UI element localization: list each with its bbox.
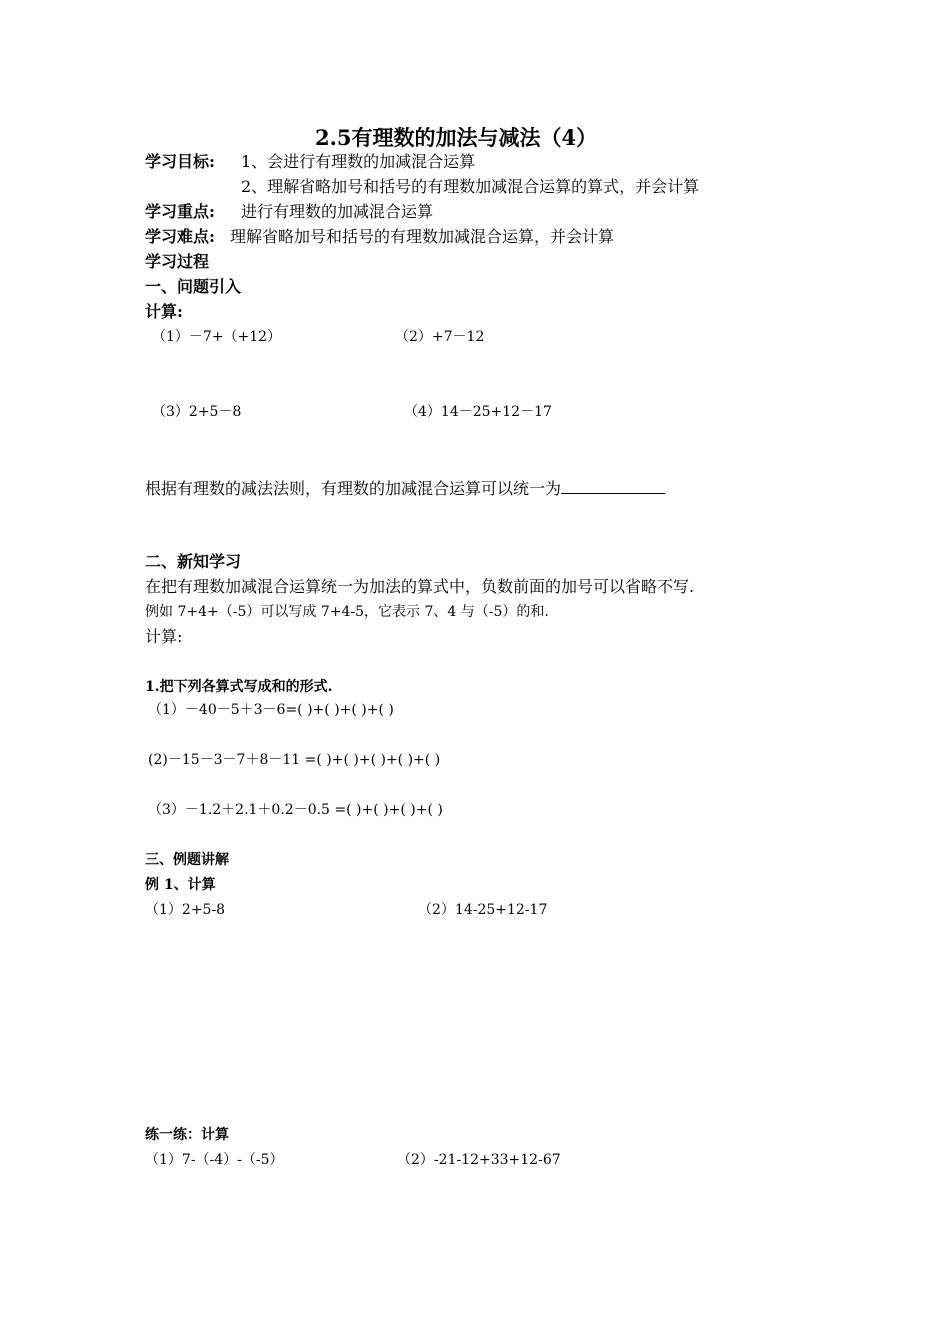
section2-line2: 例如 7+4+（-5）可以写成 7+4-5，它表示 7、4 与（-5）的和. [145,604,549,620]
section2-calc-label: 计算: [145,627,183,646]
question-1: （1）－7+（+12） [152,329,282,345]
section2-line1: 在把有理数加减混合运算统一为加法的算式中，负数前面的加号可以省略不写. [145,577,695,596]
example-problem-2: （2）14-25+12-17 [418,902,548,918]
difficulty-label: 学习难点: [145,227,215,246]
section1-heading: 一、问题引入 [145,277,242,296]
section2-task: 1.把下列各算式写成和的形式. [145,679,333,695]
practice-problem-2: （2）-21-12+33+12-67 [397,1152,561,1168]
question-3: （3）2+5－8 [152,404,242,420]
key-point-label: 学习重点: [145,202,215,221]
example-label: 例 1、计算 [145,877,216,893]
difficulty-text: 理解省略加号和括号的有理数加减混合运算，并会计算 [230,227,615,246]
section1-calc-label: 计算: [145,302,183,321]
key-point-text: 进行有理数的加减混合运算 [241,202,434,221]
objective-2: 2、理解省略加号和括号的有理数加减混合运算的算式，并会计算 [241,177,700,196]
page-title: 2.5有理数的加法与减法（4） [315,125,598,150]
practice-problem-1: （1）7-（-4）-（-5） [145,1152,284,1168]
question-4: （4）14－25+12－17 [404,404,552,420]
exercise-2: (2)－15－3－7＋8－11 =( )+( )+( )+( )+( ) [148,752,441,768]
practice-label: 练一练：计算 [145,1127,229,1143]
answer-blank[interactable] [561,477,665,494]
exercise-3: （3）－1.2＋2.1＋0.2－0.5 =( )+( )+( )+( ) [148,802,443,818]
objectives-label: 学习目标: [145,152,215,171]
section3-heading: 三、例题讲解 [145,852,229,868]
exercise-1: （1）－40－5＋3－6=( )+( )+( )+( ) [148,702,394,718]
process-label: 学习过程 [145,252,210,271]
conclusion-line [145,477,665,499]
conclusion-text: 根据有理数的减法法则，有理数的加减混合运算可以统一为 [145,479,562,498]
objective-1: 1、会进行有理数的加减混合运算 [241,152,476,171]
example-problem-1: （1）2+5-8 [145,902,226,918]
question-2: （2）+7－12 [395,329,485,345]
section2-heading: 二、新知学习 [145,552,242,571]
